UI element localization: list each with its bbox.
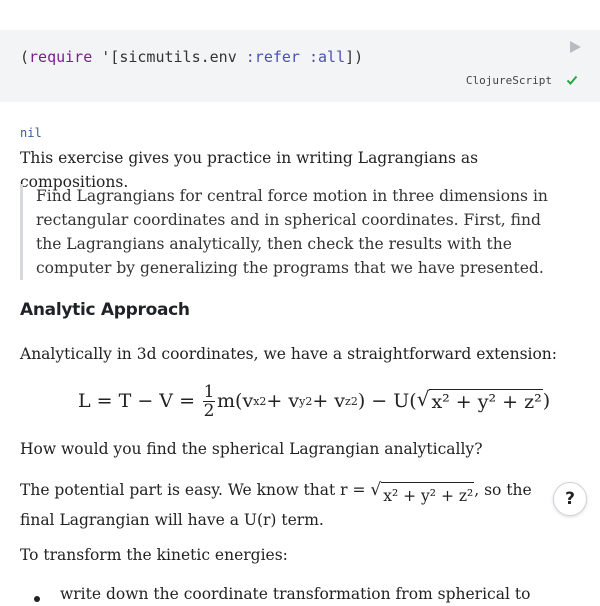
check-icon (566, 74, 578, 86)
lagrangian-equation: L = T − V = $\frac{1}{2}$ m(v x 2 + v y 2 + v z 2 ) − U( √ x² + y² + z² ) (78, 381, 551, 421)
transform-paragraph: To transform the kinetic energies: (20, 546, 288, 564)
question-paragraph: How would you find the spherical Lagrangian analytically? (20, 440, 483, 458)
sqrt-inline: √ x² + y² + z² (370, 482, 474, 508)
run-button[interactable] (568, 40, 582, 54)
exercise-blockquote: Find Lagrangians for central force motion in three dimensions in rectangular coordinates and in spherical coordinates. First, find the Lagrangians analytically, then check the results with the computer by generalizing the programs that we have presented. (20, 184, 566, 280)
cell-result: nil (20, 126, 42, 140)
section-heading: Analytic Approach (20, 300, 190, 320)
help-button[interactable]: ? (553, 482, 587, 516)
code-fn: require (29, 48, 93, 66)
code-cell[interactable] (0, 30, 600, 102)
bullet-item: write down the coordinate transformation from spherical to (60, 585, 531, 603)
fraction-half: $\frac{1}{2}$ (203, 381, 215, 421)
intro-paragraph: This exercise gives you practice in writing Lagrangians as compositions. (20, 149, 479, 191)
bullet-marker (34, 596, 40, 602)
code-keyword-refer: :refer (245, 48, 300, 66)
potential-paragraph: The potential part is easy. We know that r = √ x² + y² + z² , so the final Lagrangian will have a U(r) term. (20, 480, 532, 529)
sqrt: √ x² + y² + z² (416, 387, 542, 413)
play-icon (569, 41, 581, 53)
code-keyword-all: :all (309, 48, 346, 66)
top-strip (0, 0, 600, 30)
language-label: ClojureScript (465, 74, 552, 87)
code-editor[interactable]: (require '[sicmutils.env :refer :all]) (20, 48, 364, 66)
analytic-paragraph: Analytically in 3d coordinates, we have a straightforward extension: (20, 345, 558, 363)
